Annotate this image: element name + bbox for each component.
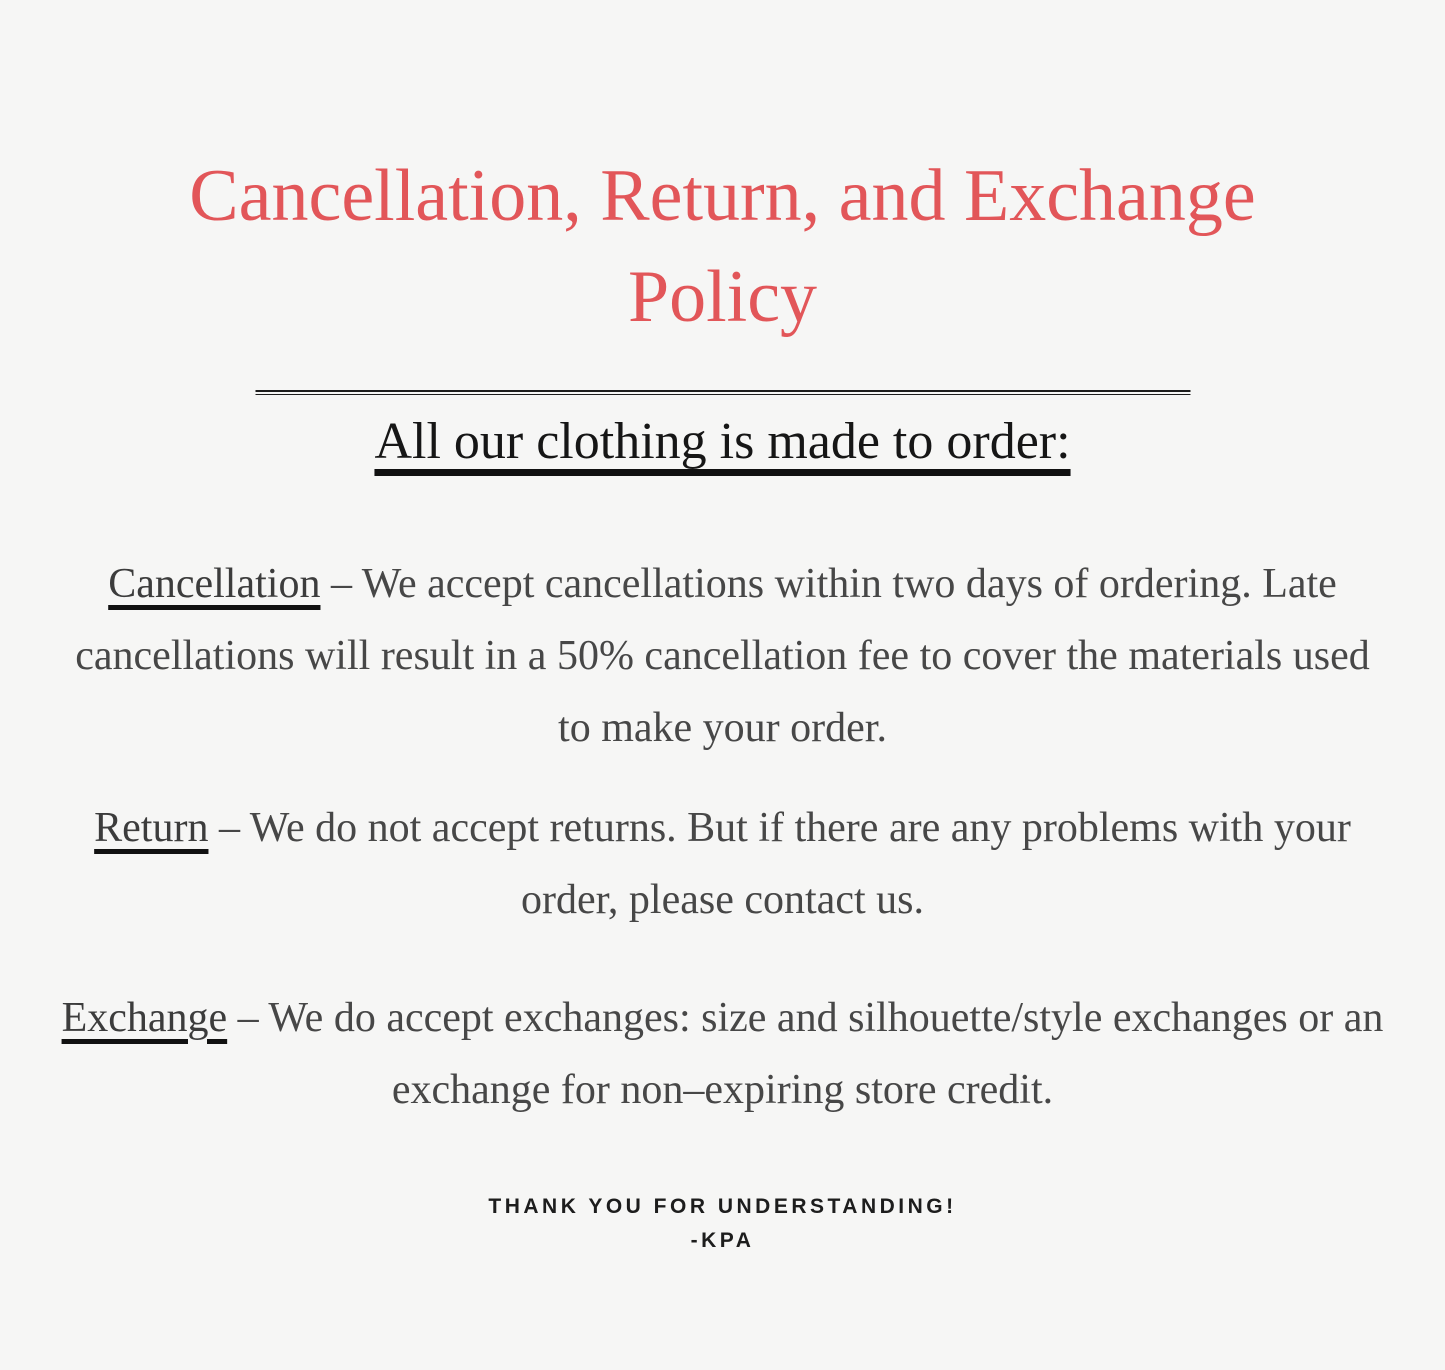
cancellation-paragraph [58, 548, 1388, 765]
cancellation-keyword: Cancellation [108, 561, 321, 607]
return-paragraph [58, 792, 1388, 936]
footer-thanks: THANK YOU FOR UNDERSTANDING! [488, 1195, 957, 1218]
return-text: – We do not accept returns. But if there are any problems with your order, please contact us. [208, 805, 1351, 924]
return-section [0, 792, 1445, 936]
cancellation-text: – We accept cancellations within two days of ordering. Late cancellations will result in a 50% cancellation fee to cover the materials used to make your order. [75, 561, 1370, 752]
footer-signature: -KPA [690, 1229, 755, 1253]
page-title [0, 146, 1445, 347]
title-divider-rule [255, 390, 1190, 395]
cancellation-section [0, 548, 1445, 765]
exchange-section [0, 982, 1445, 1126]
return-keyword: Return [94, 805, 209, 851]
page-title-line-2: Policy [627, 255, 818, 338]
made-to-order-heading [0, 408, 1445, 476]
made-to-order-heading-text: All our clothing is made to order: [374, 413, 1071, 470]
exchange-text: – We do accept exchanges: size and silhouette/style exchanges or an exchange for non–expiring store credit. [227, 995, 1384, 1114]
footer [0, 1190, 1445, 1258]
exchange-keyword: Exchange [61, 995, 228, 1041]
page-title-line-1: Cancellation, Return, and Exchange [189, 155, 1256, 237]
exchange-paragraph [58, 982, 1388, 1126]
